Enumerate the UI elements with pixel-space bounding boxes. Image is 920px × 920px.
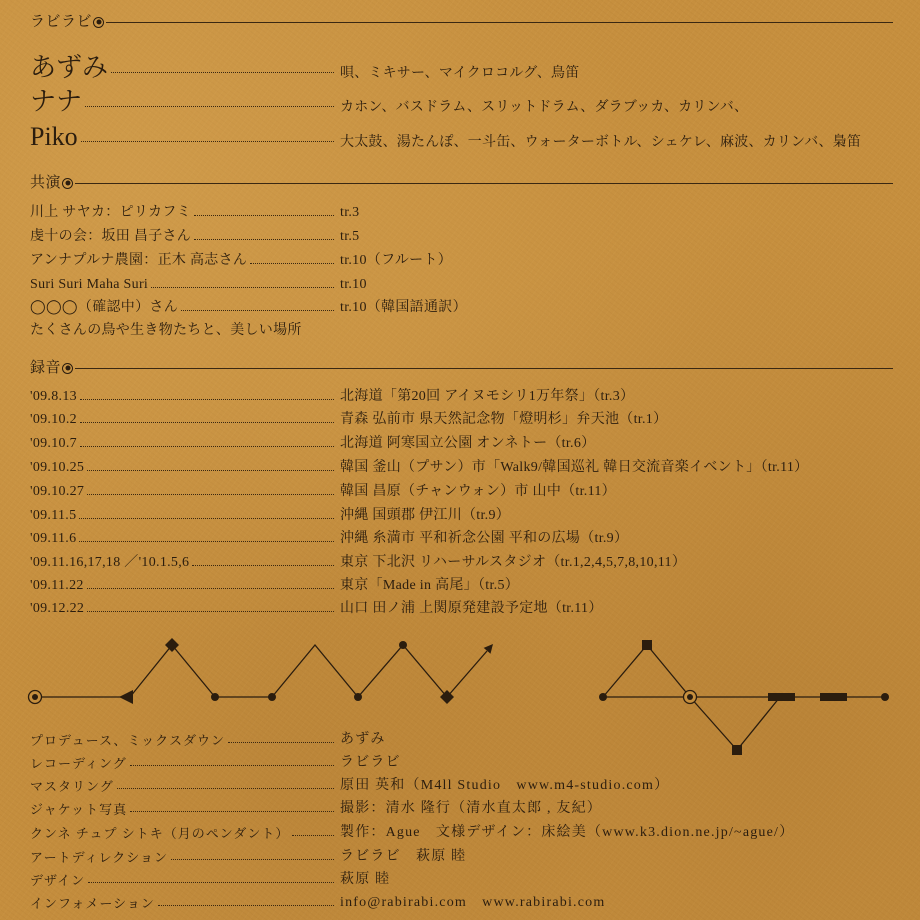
guest-note xyxy=(30,318,302,338)
dot-leader xyxy=(181,310,334,311)
credit-row xyxy=(30,890,605,910)
dot-leader xyxy=(228,742,334,743)
row-left xyxy=(30,780,338,793)
section-rule xyxy=(75,183,893,184)
guest-name: Suri Suri Maha Suri xyxy=(30,277,149,292)
credit-value: ラビラビ xyxy=(340,755,401,770)
recording-date: '09.8.13 xyxy=(30,389,77,404)
row-left xyxy=(30,254,338,268)
recording-date: '09.10.25 xyxy=(30,460,85,475)
recording-date: '09.10.2 xyxy=(30,412,77,427)
guest-row xyxy=(30,295,467,315)
recording-date: '09.11.16,17,18 ／'10.1.5,6 xyxy=(30,555,190,570)
member-instruments: カホン、バスドラム、スリットドラム、ダラブッカ、カリンバ、 xyxy=(340,100,749,115)
row-left xyxy=(30,579,338,593)
dot-leader xyxy=(87,588,334,589)
row-left xyxy=(30,390,338,404)
bullseye-icon xyxy=(62,178,73,189)
dot-leader xyxy=(85,106,334,107)
recording-row xyxy=(30,596,603,616)
dot-leader xyxy=(194,215,334,216)
dot-leader xyxy=(80,446,334,447)
triangle-left-icon xyxy=(119,690,133,704)
row-left xyxy=(30,827,338,840)
recording-place: 北海道「第20回 アイヌモシリ1万年祭」（tr.3） xyxy=(340,389,635,404)
dot-leader xyxy=(194,239,334,240)
guest-name: 虔十の会：坂田 昌子さん xyxy=(30,229,192,244)
credit-role: インフォメーション xyxy=(30,896,155,911)
section-rule xyxy=(75,368,893,369)
row-left xyxy=(30,532,338,546)
recording-date: '09.11.22 xyxy=(30,578,84,593)
guest-row xyxy=(30,200,359,220)
recording-place: 韓国 昌原（チャンウォン）市 山中（tr.11） xyxy=(340,484,616,499)
member-row xyxy=(30,49,579,81)
recording-row xyxy=(30,479,616,499)
credit-value: あずみ xyxy=(340,732,386,747)
dot-leader xyxy=(80,422,334,423)
credit-role: レコーディング xyxy=(30,756,127,771)
member-row xyxy=(30,83,748,115)
guest-track: tr.5 xyxy=(340,229,360,244)
recording-row xyxy=(30,503,510,523)
row-left xyxy=(30,757,338,770)
recording-row xyxy=(30,384,634,404)
recording-date: '09.10.27 xyxy=(30,484,85,499)
row-left xyxy=(30,278,338,292)
diagram-valley xyxy=(690,697,780,750)
dot-leader xyxy=(111,72,334,73)
dot-leader xyxy=(81,141,334,142)
row-left xyxy=(30,301,338,315)
row-left xyxy=(30,206,338,220)
credit-value: 萩原 睦 xyxy=(340,872,391,887)
member-row xyxy=(30,118,861,150)
bullseye-icon xyxy=(93,17,104,28)
recording-date: '09.12.22 xyxy=(30,601,85,616)
recording-place: 韓国 釜山（プサン）市「Walk9/韓国巡礼 韓日交流音楽イベント」（tr.11） xyxy=(340,460,809,475)
dot-leader xyxy=(79,541,334,542)
bar-marker xyxy=(820,693,847,701)
dot-leader xyxy=(158,905,334,906)
guest-name: アンナプルナ農園：正木 高志さん xyxy=(30,253,248,268)
row-left xyxy=(30,437,338,451)
recording-place: 青森 弘前市 県天然記念物「燈明杉」弁天池（tr.1） xyxy=(340,412,668,427)
credit-row xyxy=(30,796,602,816)
bullseye-icon xyxy=(62,363,73,374)
member-instruments: 唄、ミキサー、マイクロコルグ、鳥笛 xyxy=(340,66,580,81)
dot-marker xyxy=(881,693,889,701)
credit-role: プロデュース、ミックスダウン xyxy=(30,733,225,748)
credit-value: 撮影：清水 隆行（清水直太郎 , 友紀） xyxy=(340,801,602,816)
credit-row xyxy=(30,820,794,840)
row-left xyxy=(30,485,338,499)
section-header-recording xyxy=(30,358,893,378)
row-left xyxy=(30,897,338,910)
credit-value: 製作：Ague 文様デザイン：床絵美（www.k3.dion.ne.jp/~ague/） xyxy=(340,825,795,840)
recording-row xyxy=(30,455,808,475)
recording-place: 東京「Made in 高尾」（tr.5） xyxy=(340,578,520,593)
recording-place: 北海道 阿寒国立公園 オンネトー（tr.6） xyxy=(340,436,596,451)
credit-role: マスタリング xyxy=(30,779,114,794)
recording-place: 東京 下北沢 リハーサルスタジオ（tr.1,2,4,5,7,8,10,11） xyxy=(340,555,687,570)
dot-leader xyxy=(292,835,334,836)
dot-leader xyxy=(130,765,334,766)
guest-track: tr.10 xyxy=(340,277,367,292)
credit-row xyxy=(30,867,390,887)
dot-leader xyxy=(87,611,334,612)
dot-marker xyxy=(354,693,362,701)
credit-row xyxy=(30,844,466,864)
row-left xyxy=(30,124,338,150)
dot-marker xyxy=(268,693,276,701)
member-instruments: 大太鼓、湯たんぽ、一斗缶、ウォーターボトル、シェケレ、麻波、カリンバ、梟笛 xyxy=(340,135,862,150)
dot-marker xyxy=(399,641,407,649)
dot-leader xyxy=(192,565,334,566)
dot-leader xyxy=(80,399,334,400)
guest-track: tr.10（韓国語通訳） xyxy=(340,300,467,315)
section-title: 共演 xyxy=(30,174,62,191)
recording-row xyxy=(30,573,519,593)
recording-row xyxy=(30,526,628,546)
square-marker xyxy=(642,640,652,650)
credit-role: クンネ チュプ シトキ（月のペンダント） xyxy=(30,826,290,841)
row-left xyxy=(30,230,338,244)
diagram-peak xyxy=(603,645,690,697)
section-rule xyxy=(106,22,893,23)
credit-row xyxy=(30,750,401,770)
dot-marker xyxy=(599,693,607,701)
credit-role: ジャケット写真 xyxy=(30,802,128,817)
row-left xyxy=(30,556,338,570)
credit-value: 原田 英和（M4ll Studio www.m4-studio.com） xyxy=(340,778,670,793)
dot-leader xyxy=(117,788,334,789)
recording-place: 沖縄 糸満市 平和祈念公園 平和の広場（tr.9） xyxy=(340,531,629,546)
recording-row xyxy=(30,431,595,451)
credit-value: info@rabirabi.com www.rabirabi.com xyxy=(340,895,606,910)
bullseye-center xyxy=(687,694,693,700)
row-left xyxy=(30,874,338,887)
guest-track: tr.3 xyxy=(340,205,360,220)
row-left xyxy=(30,55,338,81)
dot-leader xyxy=(250,263,334,264)
guest-name: 川上 サヤカ：ピリカフミ xyxy=(30,205,191,220)
row-left xyxy=(30,803,338,816)
guest-track: tr.10（フルート） xyxy=(340,253,453,268)
row-left xyxy=(30,509,338,523)
member-name: ナナ xyxy=(30,87,83,116)
credit-value: ラビラビ 萩原 睦 xyxy=(340,849,467,864)
member-name: Piko xyxy=(30,122,78,151)
guest-row xyxy=(30,272,367,292)
row-left xyxy=(30,602,338,616)
credit-row xyxy=(30,773,669,793)
bar-marker xyxy=(768,693,795,701)
member-name: あずみ xyxy=(30,53,109,82)
guest-row xyxy=(30,248,452,268)
dot-leader xyxy=(79,518,334,519)
diamond-marker xyxy=(165,638,179,652)
recording-row xyxy=(30,550,686,570)
diagram-zigzag xyxy=(130,645,487,697)
dot-leader xyxy=(151,287,334,288)
dot-leader xyxy=(88,882,334,883)
section-title: 録音 xyxy=(30,359,62,376)
dot-leader xyxy=(130,811,334,812)
section-header-members xyxy=(30,12,893,32)
section-header-guests xyxy=(30,173,893,193)
credit-role: デザイン xyxy=(30,873,86,888)
section-title: ラビラビ xyxy=(30,13,93,30)
square-marker xyxy=(732,745,742,755)
dot-leader xyxy=(171,859,334,860)
recording-row xyxy=(30,407,667,427)
recording-date: '09.11.5 xyxy=(30,508,77,523)
guest-name: ◯◯◯（確認中）さん xyxy=(30,300,179,315)
guest-note-text: たくさんの鳥や生き物たちと、美しい場所 xyxy=(30,323,302,338)
credit-role: アートディレクション xyxy=(30,850,169,865)
row-left xyxy=(30,461,338,475)
recording-date: '09.10.7 xyxy=(30,436,77,451)
recording-place: 沖縄 国頭郡 伊江川（tr.9） xyxy=(340,508,511,523)
row-left xyxy=(30,89,338,115)
recording-date: '09.11.6 xyxy=(30,531,77,546)
dot-leader xyxy=(87,470,334,471)
row-left xyxy=(30,851,338,864)
dot-leader xyxy=(87,494,334,495)
bullseye-center xyxy=(32,694,38,700)
credit-row xyxy=(30,727,386,747)
row-left xyxy=(30,413,338,427)
guest-row xyxy=(30,224,359,244)
row-left xyxy=(30,734,338,747)
recording-place: 山口 田ノ浦 上関原発建設予定地（tr.11） xyxy=(340,601,603,616)
dot-marker xyxy=(211,693,219,701)
